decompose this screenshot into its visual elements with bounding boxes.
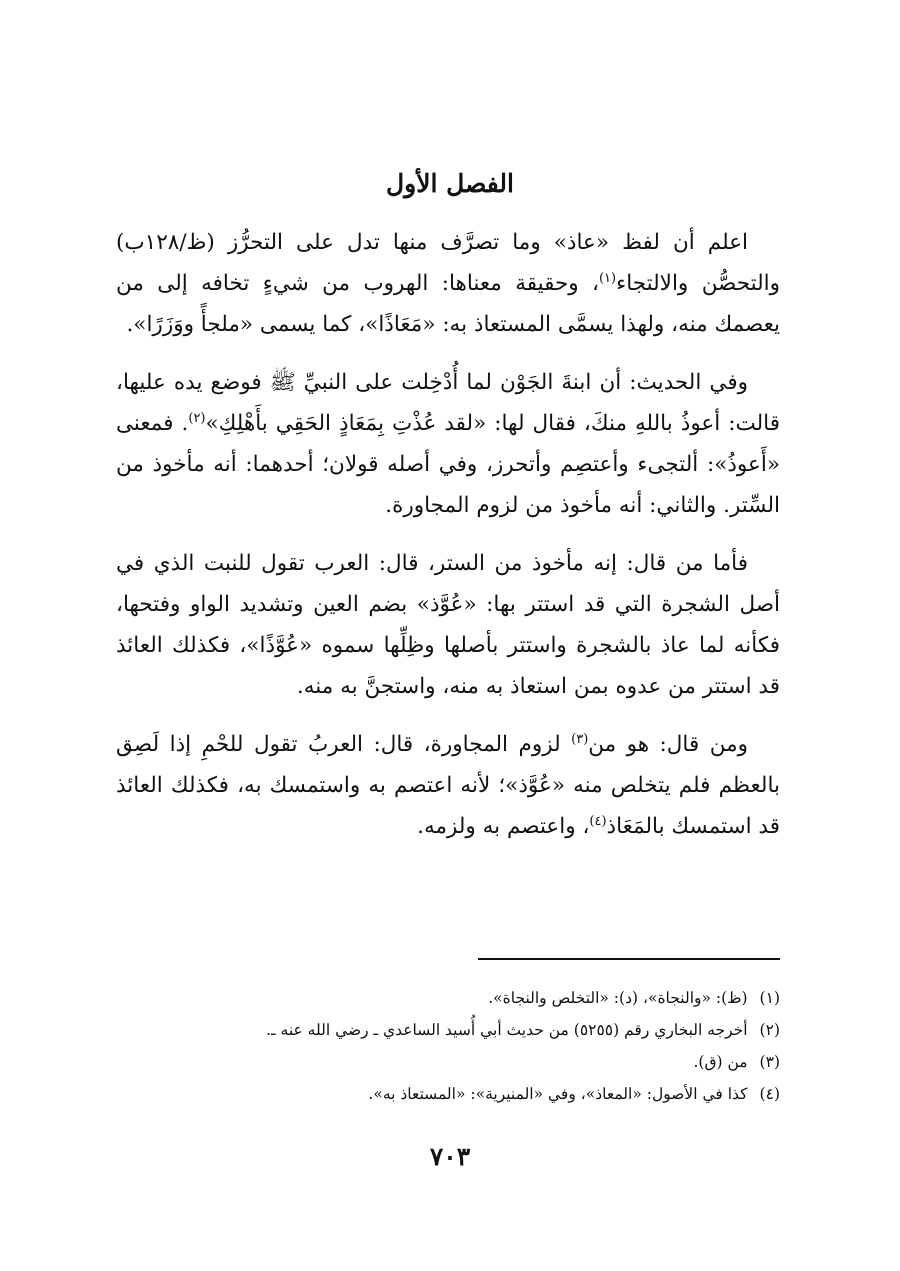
paragraph-1-text-2: ، وحقيقة معناها: الهروب من شيءٍ تخافه إلى من يعصمك منه، ولهذا يسمَّى المستعاذ به: «مَعَاذًا»، كما يسمى «ملجأً ووَزَرًا».	[116, 271, 780, 337]
footnote-text: أخرجه البخاري رقم (٥٢٥٥) من حديث أبي أُسيد الساعدي ـ رضي الله عنه ـ.	[266, 1021, 748, 1039]
paragraph-3-text-1: فأما من قال: إنه مأخوذ من الستر، قال: العرب تقول للنبت الذي في أصل الشجرة التي قد استتر بها: «عُوَّذ» بضم العين وتشديد الواو وفتحها، فكأنه لما عاذ بالشجرة واستتر بأصلها وظِلِّها سموه «عُوَّذًا»، فكذلك العائذ قد استتر من عدوه بمن استعاذ به منه، واستجنَّ به منه.	[116, 551, 780, 699]
paragraph-4-text-3: ، واعتصم به ولزمه.	[417, 814, 590, 839]
paragraph-4-text-1: ومن قال: هو من	[588, 732, 749, 757]
paragraph-2-text-1: وفي الحديث: أن ابنةَ الجَوْن لما أُدْخِلت على النبيِّ ﷺ فوضع يده عليها، قالت: أعوذُ باللهِ منكَ، فقال لها: «لقد عُذْتِ بِمَعَاذٍ الحَقِي بأَهْلِكِ»	[116, 370, 781, 436]
footnote-number: (٣)	[759, 1053, 780, 1071]
footnote-ref-4: (٤)	[589, 813, 607, 829]
page-number: ٧٠٣	[429, 1142, 471, 1171]
footnote-number: (١)	[759, 989, 780, 1007]
footnote-3	[116, 1046, 780, 1078]
footnote-number: (٤)	[759, 1085, 780, 1103]
footnote-ref-1: (١)	[598, 270, 617, 286]
paragraph-4	[116, 724, 780, 847]
footnote-2	[116, 1014, 780, 1046]
chapter-title: الفصل الأول	[386, 169, 514, 198]
body-text	[116, 222, 780, 864]
footnote-text: كذا في الأصول: «المعاذ»، وفي «المنيرية»: «المستعاذ به».	[368, 1085, 748, 1103]
footnote-1	[116, 982, 780, 1014]
paragraph-2-text-2: . فمعنى «أَعوذُ»: ألتجىء وأعتصِم وأتحرز، وفي أصله قولان؛ أحدهما: أنه مأخوذ من السِّتر. والثاني: أنه مأخوذ من لزوم المجاورة.	[116, 411, 780, 518]
paragraph-1	[116, 222, 780, 345]
footnote-4	[116, 1078, 780, 1110]
footnote-separator	[478, 958, 780, 960]
paragraph-2	[116, 362, 780, 526]
footnote-number: (٢)	[759, 1021, 780, 1039]
footnote-ref-3: (٣)	[571, 731, 589, 747]
paragraph-1-text-1: اعلم أن لفظ «عاذ» وما تصرَّف منها تدل على التحرُّز (ظ/١٢٨ب) والتحصُّن والالتجاء	[116, 230, 780, 296]
paragraph-3	[116, 543, 780, 707]
footnote-ref-2: (٢)	[188, 410, 206, 426]
paragraph-4-text-2: لزوم المجاورة، قال: العربُ تقول للحْمِ إذا لَصِق بالعظم فلم يتخلص منه «عُوَّذ»؛ لأنه اعتصم به واستمسك به، فكذلك العائذ قد استمسك بالمَعَاذ	[116, 732, 780, 839]
footnote-text: (ظ): «والنجاة»، (د): «التخلص والنجاة».	[488, 989, 748, 1007]
footnotes-list	[116, 982, 780, 1110]
footnote-text: من (ق).	[693, 1053, 748, 1071]
